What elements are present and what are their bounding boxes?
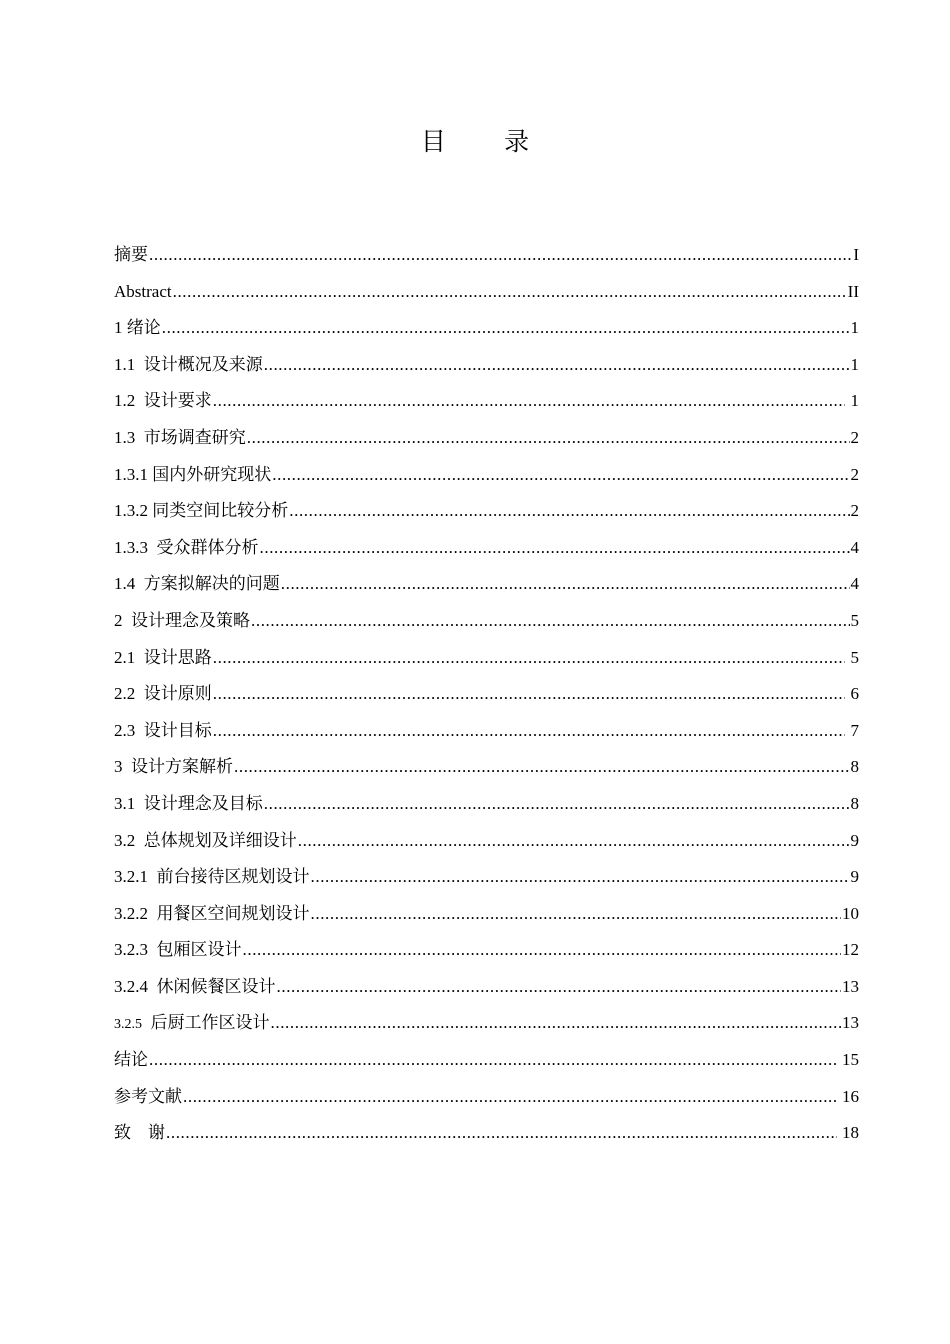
- toc-entry[interactable]: [114, 1009, 859, 1046]
- toc-entry-page: 15: [837, 1050, 859, 1070]
- toc-entry[interactable]: [114, 863, 859, 900]
- toc-entry-page: 13: [842, 976, 859, 996]
- dot-leader: [149, 241, 852, 269]
- toc-entry[interactable]: [114, 278, 859, 315]
- toc-entry-page: 8: [850, 757, 859, 777]
- dot-leader: [243, 936, 842, 964]
- toc-entry-label: 1.1 设计概况及来源: [114, 354, 263, 374]
- toc-entry[interactable]: [114, 314, 859, 351]
- toc-entry[interactable]: [114, 827, 859, 864]
- dot-leader: [289, 497, 849, 525]
- dot-leader: [311, 863, 850, 891]
- dot-leader: [149, 1046, 837, 1074]
- toc-entry-label: 摘要: [114, 245, 148, 264]
- toc-entry-page: 12: [842, 940, 859, 960]
- dot-leader: [213, 387, 846, 415]
- toc-entry-page: 9: [850, 830, 859, 850]
- toc-entry-label: 2.2 设计原则: [114, 684, 212, 704]
- dot-leader: [213, 644, 846, 672]
- dot-leader: [213, 680, 846, 708]
- toc-entry[interactable]: [114, 900, 859, 937]
- toc-entry-label: 致 谢: [114, 1123, 165, 1143]
- toc-entry[interactable]: [114, 973, 859, 1010]
- toc-entry-page: 7: [846, 720, 859, 740]
- toc-entry-page: 2: [850, 427, 859, 447]
- toc-entry-label: 3.2.1 前台接待区规划设计: [114, 867, 310, 887]
- table-of-contents: [114, 241, 859, 1156]
- toc-entry[interactable]: [114, 424, 859, 461]
- toc-entry-label: 1.3.2 同类空间比较分析: [114, 501, 289, 521]
- toc-entry-label: 1.3.3 受众群体分析: [114, 537, 259, 557]
- toc-entry-page: 1: [850, 318, 859, 338]
- toc-entry-page: 2: [850, 464, 859, 484]
- toc-entry-label: 1.4 方案拟解决的问题: [114, 574, 280, 594]
- dot-leader: [247, 424, 850, 452]
- toc-entry-label: 3.2.2 用餐区空间规划设计: [114, 903, 310, 923]
- toc-entry-label: 1.3.1 国内外研究现状: [114, 464, 272, 484]
- toc-entry-page: I: [853, 245, 859, 264]
- toc-entry-page: 10: [842, 903, 859, 923]
- dot-leader: [277, 973, 842, 1001]
- toc-entry-page: 1: [846, 391, 859, 411]
- toc-entry-label: 3 设计方案解析: [114, 757, 233, 777]
- dot-leader: [234, 753, 850, 781]
- toc-entry[interactable]: [114, 680, 859, 717]
- page-title: 目 录: [420, 129, 556, 156]
- toc-entry[interactable]: [114, 607, 859, 644]
- toc-entry-page: 16: [837, 1086, 859, 1106]
- dot-leader: [271, 1009, 842, 1037]
- toc-entry-label: 结论: [114, 1050, 148, 1070]
- toc-entry-text: 后厨工作区设计: [142, 1013, 270, 1033]
- toc-entry[interactable]: [114, 1046, 859, 1083]
- toc-entry-label: [114, 1009, 270, 1039]
- toc-entry-label: 3.2 总体规划及详细设计: [114, 830, 297, 850]
- toc-entry-page: 9: [850, 867, 859, 887]
- toc-entry-page: 18: [837, 1123, 859, 1143]
- toc-entry[interactable]: [114, 644, 859, 681]
- toc-entry-label: 3.2.3 包厢区设计: [114, 940, 242, 960]
- dot-leader: [213, 717, 846, 745]
- dot-leader: [162, 314, 850, 342]
- toc-entry-label: 3.1 设计理念及目标: [114, 793, 263, 813]
- toc-entry-label: 2 设计理念及策略: [114, 610, 250, 630]
- toc-entry-number: 3.2.5: [114, 1017, 142, 1033]
- toc-entry-page: II: [847, 281, 859, 301]
- toc-entry[interactable]: [114, 497, 859, 534]
- toc-entry[interactable]: [114, 936, 859, 973]
- toc-entry[interactable]: [114, 790, 859, 827]
- toc-entry-page: 6: [846, 684, 859, 704]
- toc-entry-page: 13: [842, 1013, 859, 1033]
- toc-entry[interactable]: [114, 387, 859, 424]
- dot-leader: [183, 1083, 837, 1111]
- dot-leader: [264, 351, 850, 379]
- toc-entry[interactable]: [114, 351, 859, 388]
- toc-entry-page: 5: [846, 647, 859, 667]
- toc-entry-page: 1: [850, 354, 859, 374]
- toc-entry[interactable]: [114, 1119, 859, 1156]
- toc-entry-page: 2: [850, 501, 859, 521]
- dot-leader: [264, 790, 850, 818]
- toc-entry-label: 1 绪论: [114, 318, 161, 338]
- toc-entry[interactable]: [114, 717, 859, 754]
- toc-entry-label: 3.2.4 休闲候餐区设计: [114, 976, 276, 996]
- dot-leader: [272, 461, 849, 489]
- dot-leader: [173, 278, 847, 306]
- toc-entry-label: 1.2 设计要求: [114, 391, 212, 411]
- dot-leader: [298, 827, 850, 855]
- toc-entry-label: 2.1 设计思路: [114, 647, 212, 667]
- dot-leader: [260, 534, 850, 562]
- toc-entry-label: 参考文献: [114, 1086, 182, 1106]
- toc-entry-label: Abstract: [114, 281, 172, 301]
- toc-entry[interactable]: [114, 753, 859, 790]
- dot-leader: [311, 900, 842, 928]
- toc-entry[interactable]: [114, 241, 859, 278]
- dot-leader: [251, 607, 850, 635]
- dot-leader: [281, 570, 850, 598]
- dot-leader: [166, 1119, 837, 1147]
- toc-entry-page: 4: [850, 537, 859, 557]
- toc-entry-page: 5: [850, 610, 859, 630]
- toc-entry[interactable]: [114, 570, 859, 607]
- toc-entry[interactable]: [114, 1083, 859, 1120]
- toc-entry[interactable]: [114, 534, 859, 571]
- toc-entry-page: 4: [850, 574, 859, 594]
- toc-entry-page: 8: [850, 793, 859, 813]
- toc-entry[interactable]: [114, 461, 859, 498]
- toc-entry-label: 1.3 市场调查研究: [114, 427, 246, 447]
- toc-entry-label: 2.3 设计目标: [114, 720, 212, 740]
